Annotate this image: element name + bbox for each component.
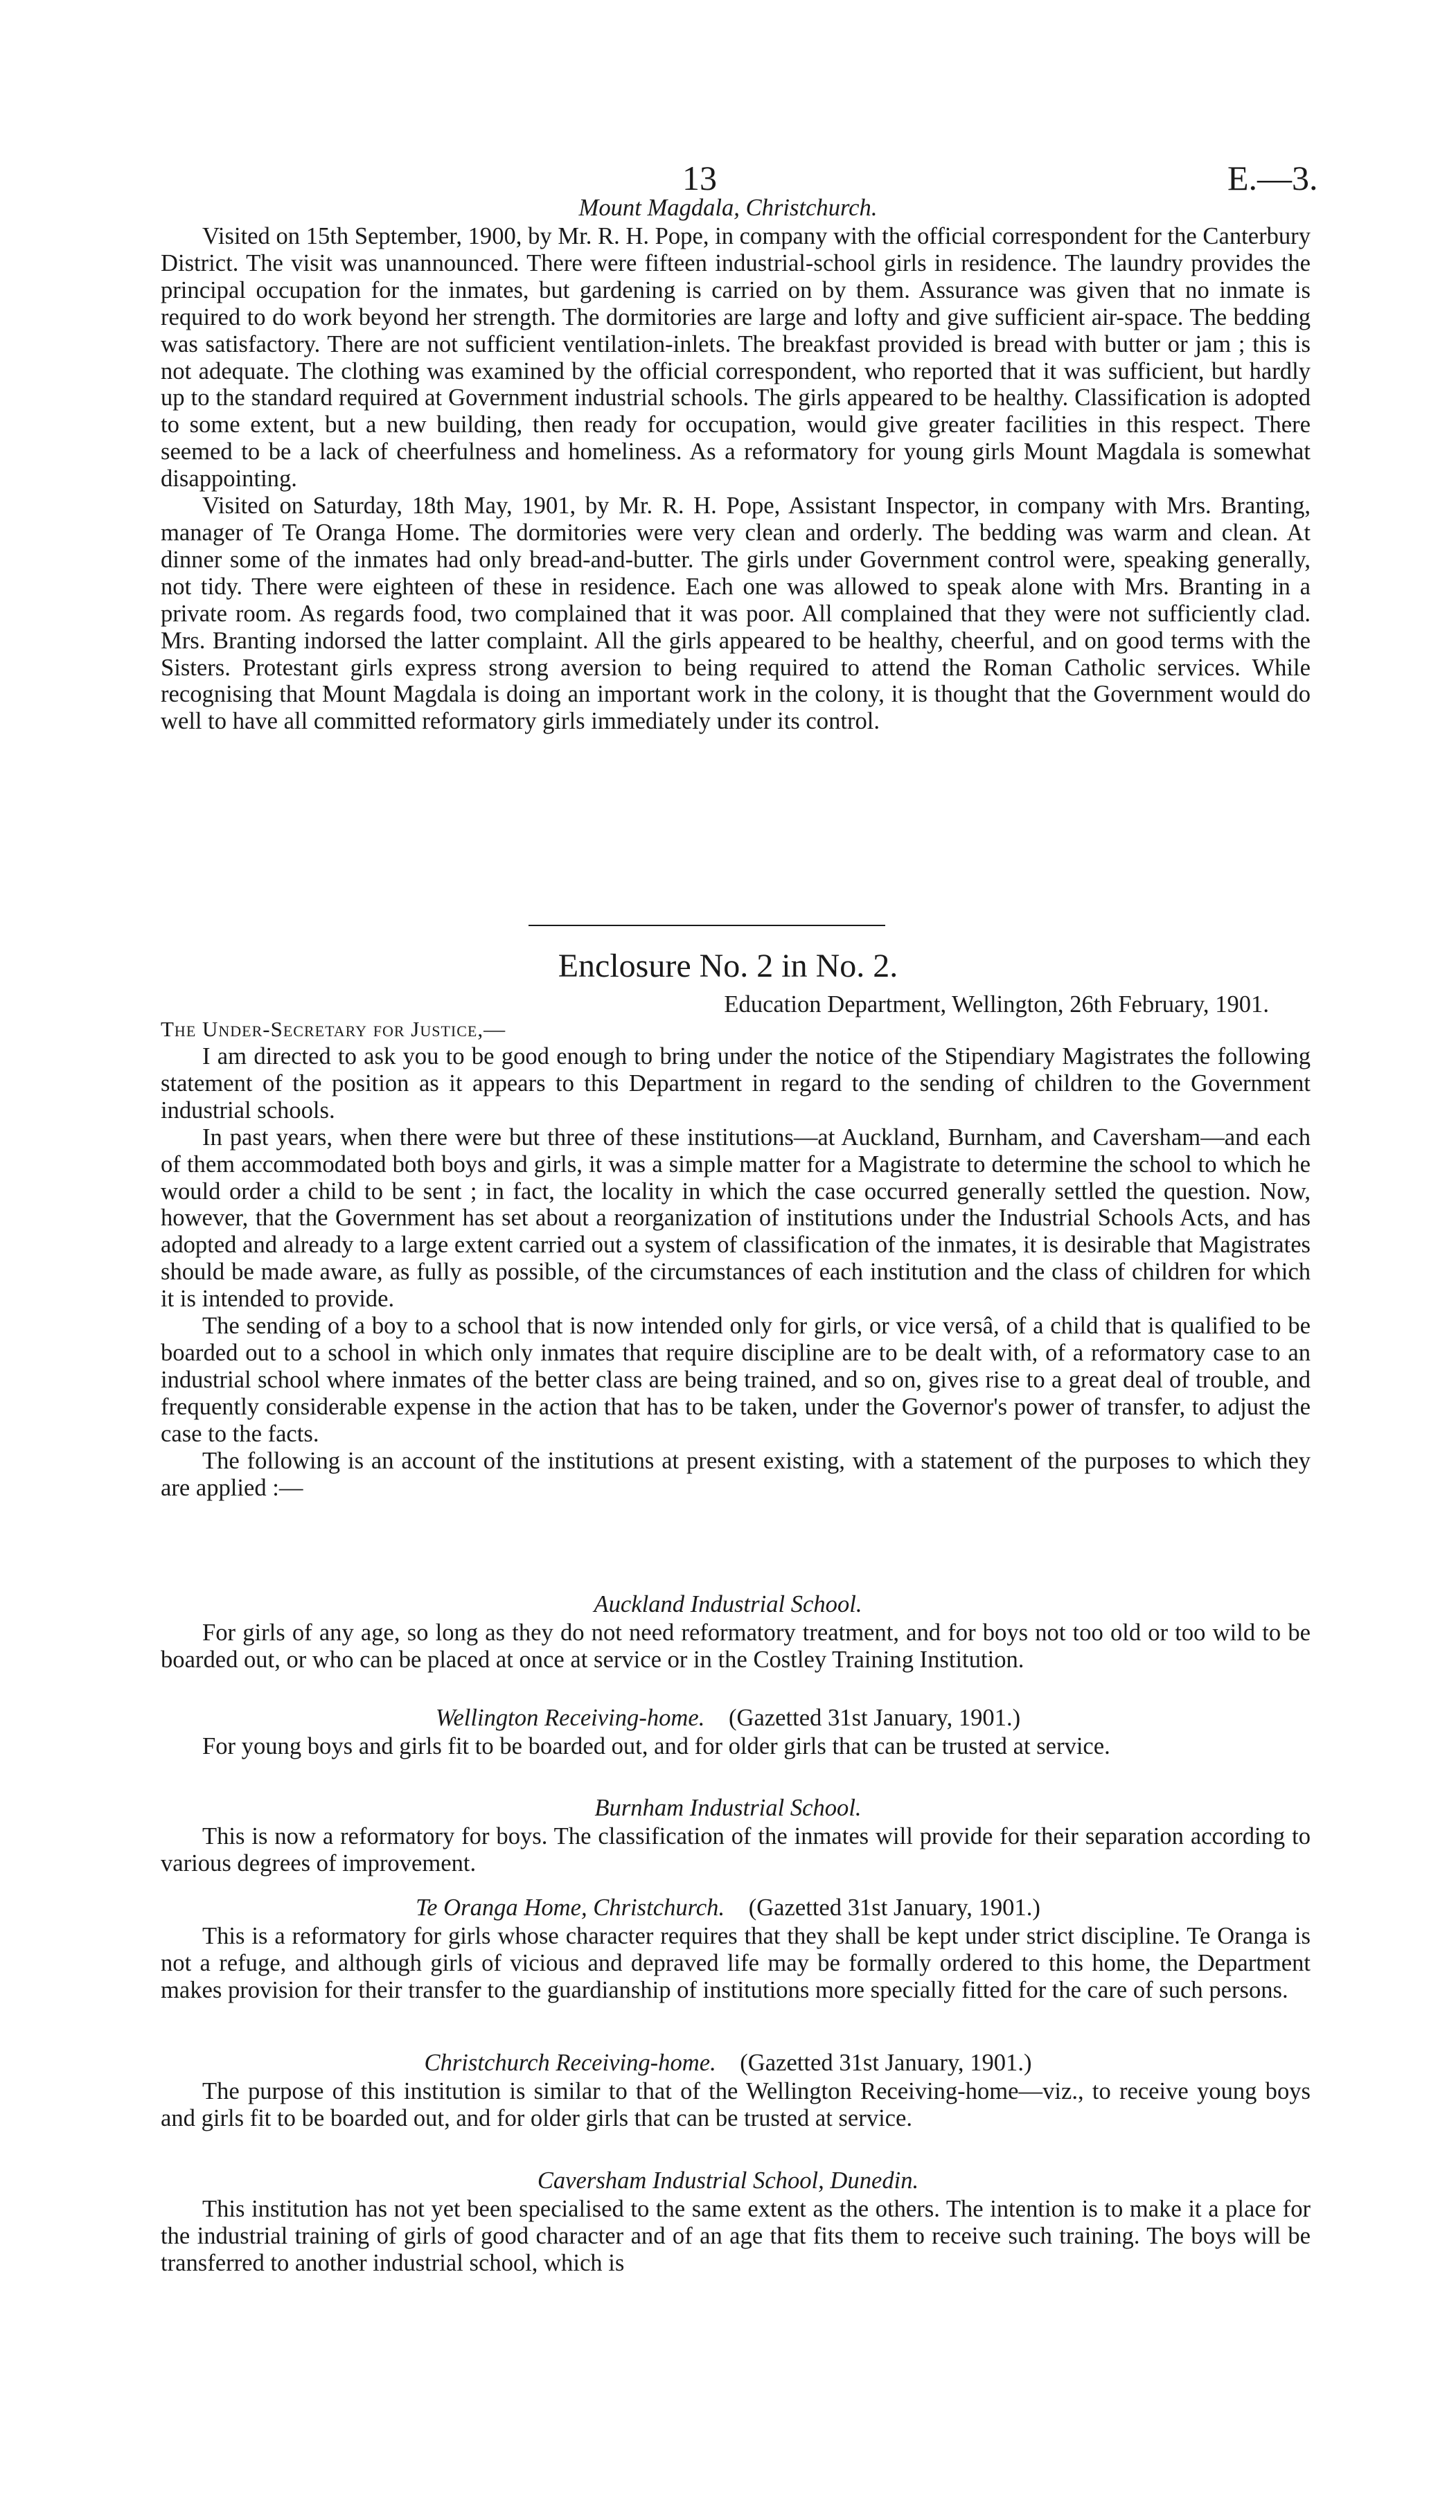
paragraph: The purpose of this institution is similar to that of the Wellington Receiving-home—viz., to receive young boys and girls fit to be boarded out, and for older girls that can be trusted at service. (161, 2078, 1311, 2131)
institution-heading (0, 2167, 1456, 2194)
institution-name: Christchurch Receiving-home. (424, 2050, 716, 2076)
paragraph: This institution has not yet been specialised to the same extent as the others. The intention is to make it a place for the industrial training of girls of good character and of an age that fits them to receive such training. The boys will be transferred to another industrial school, which is (161, 2196, 1311, 2276)
institution-name: Auckland Industrial School. (594, 1591, 862, 1617)
page-number: 13 (682, 159, 717, 197)
gazetted-note: (Gazetted 31st January, 1901.) (740, 2050, 1032, 2076)
institution-heading (0, 1894, 1456, 1922)
institution-body (161, 2196, 1311, 2277)
institution-heading (0, 1590, 1456, 1618)
gazetted-note: (Gazetted 31st January, 1901.) (748, 1895, 1040, 1921)
dateline: Education Department, Wellington, 26th February, 1901. (724, 991, 1269, 1018)
institution-heading (0, 1704, 1456, 1732)
paragraph: I am directed to ask you to be good enough to bring under the notice of the Stipendiary Magistrates the following statement of the position as it appears to this Department in regard to the sending of children to the Government industrial schools. (161, 1043, 1311, 1124)
section-divider (529, 925, 885, 926)
salutation: The Under-Secretary for Justice,— (161, 1017, 506, 1041)
institution-heading (0, 2049, 1456, 2077)
institution-name: Te Oranga Home, Christchurch. (416, 1895, 725, 1921)
paragraph: For young boys and girls fit to be boarded out, and for older girls that can be trusted at service. (202, 1733, 1110, 1759)
institution-name: Caversham Industrial School, Dunedin. (537, 2167, 919, 2194)
paragraph: The sending of a boy to a school that is now intended only for girls, or vice versâ, of a child that is qualified to be boarded out to a school in which only inmates that require discipline are to be dealt with, of a reformatory case to an industrial school where inmates of the better class are being trained, and so on, gives rise to a great deal of trouble, and frequently considerable expense in the action that has to be taken, under the Governor's power of transfer, to adjust the case to the facts. (161, 1313, 1311, 1447)
section-heading-mount-magdala: Mount Magdala, Christchurch. (578, 195, 878, 221)
paragraph: Visited on Saturday, 18th May, 1901, by Mr. R. H. Pope, Assistant Inspector, in company with Mrs. Branting, manager of Te Oranga Home. The dormitories were very clean and orderly. The bedding was warm and clean. At dinner some of the inmates had only bread-and-butter. The girls under Government control were, speaking generally, not tidy. There were eighteen of these in residence. Each one was allowed to speak alone with Mrs. Branting in a private room. As regards food, two complained that it was poor. All complained that they were not sufficiently clad. Mrs. Branting indorsed the latter complaint. All the girls appeared to be healthy, cheerful, and on good terms with the Sisters. Protestant girls express strong aversion to being required to attend the Roman Catholic services. While recognising that Mount Magdala is doing an important work in the colony, it is thought that the Government would do well to have all committed reformatory girls immediately under its control. (161, 493, 1311, 735)
institution-body (161, 1823, 1311, 1877)
institution-body (161, 1733, 1311, 1760)
institution-name: Wellington Receiving-home. (435, 1705, 705, 1731)
paragraph: The following is an account of the institutions at present existing, with a statement of the purposes to which they are applied :— (161, 1447, 1311, 1501)
institution-body (161, 2078, 1311, 2132)
gazetted-note: (Gazetted 31st January, 1901.) (728, 1705, 1021, 1731)
institution-heading (0, 1794, 1456, 1822)
mount-magdala-body (161, 223, 1311, 735)
institution-body (161, 1620, 1311, 1674)
paragraph: Visited on 15th September, 1900, by Mr. R. H. Pope, in company with the official correspondent for the Canterbury District. The visit was unannounced. There were fifteen industrial-school girls in residence. The laundry provides the principal occupation for the inmates, but gardening is carried on by them. Assurance was given that no inmate is required to do work beyond her strength. The dormitories are large and lofty and give sufficient air-space. The bedding was satisfactory. There are not sufficient ventilation-inlets. The breakfast provided is bread with butter or jam ; this is not adequate. The clothing was examined by the official correspondent, who reported that it was sufficient, but hardly up to the standard required at Government industrial schools. The girls appeared to be healthy. Classification is adopted to some extent, but a new building, then ready for occupation, would give greater facilities in this respect. There seemed to be a lack of cheerfulness and homeliness. As a reformatory for young girls Mount Magdala is somewhat disappointing. (161, 223, 1311, 493)
institution-name: Burnham Industrial School. (594, 1795, 862, 1821)
enclosure-body (161, 1043, 1311, 1501)
paragraph: This is now a reformatory for boys. The classification of the inmates will provide for their separation according to various degrees of improvement. (161, 1823, 1311, 1876)
enclosure-title: Enclosure No. 2 in No. 2. (558, 948, 898, 984)
paragraph: In past years, when there were but three of these institutions—at Auckland, Burnham, and Caversham—and each of them accommodated both boys and girls, it was a simple matter for a Magistrate to determine the school to which he would order a child to be sent ; in fact, the locality in which the case occurred generally settled the question. Now, however, that the Government has set about a reorganization of institutions under the Industrial Schools Acts, and has adopted and already to a large extent carried out a system of classification of the inmates, it is desirable that Magistrates should be made aware, as fully as possible, of the circumstances of each institution and the class of children for which it is intended to provide. (161, 1124, 1311, 1313)
paragraph: For girls of any age, so long as they do not need reformatory treatment, and for boys not too old or too wild to be boarded out, or who can be placed at once at service or in the Costley Training Institution. (161, 1620, 1311, 1673)
document-reference: E.—3. (1227, 159, 1318, 197)
paragraph: This is a reformatory for girls whose character requires that they shall be kept under strict discipline. Te Oranga is not a refuge, and although girls of vicious and depraved life may be formally ordered to this home, the Department makes provision for their transfer to the guardianship of institutions more specially fitted for the care of such persons. (161, 1923, 1311, 2003)
institution-body (161, 1923, 1311, 2004)
